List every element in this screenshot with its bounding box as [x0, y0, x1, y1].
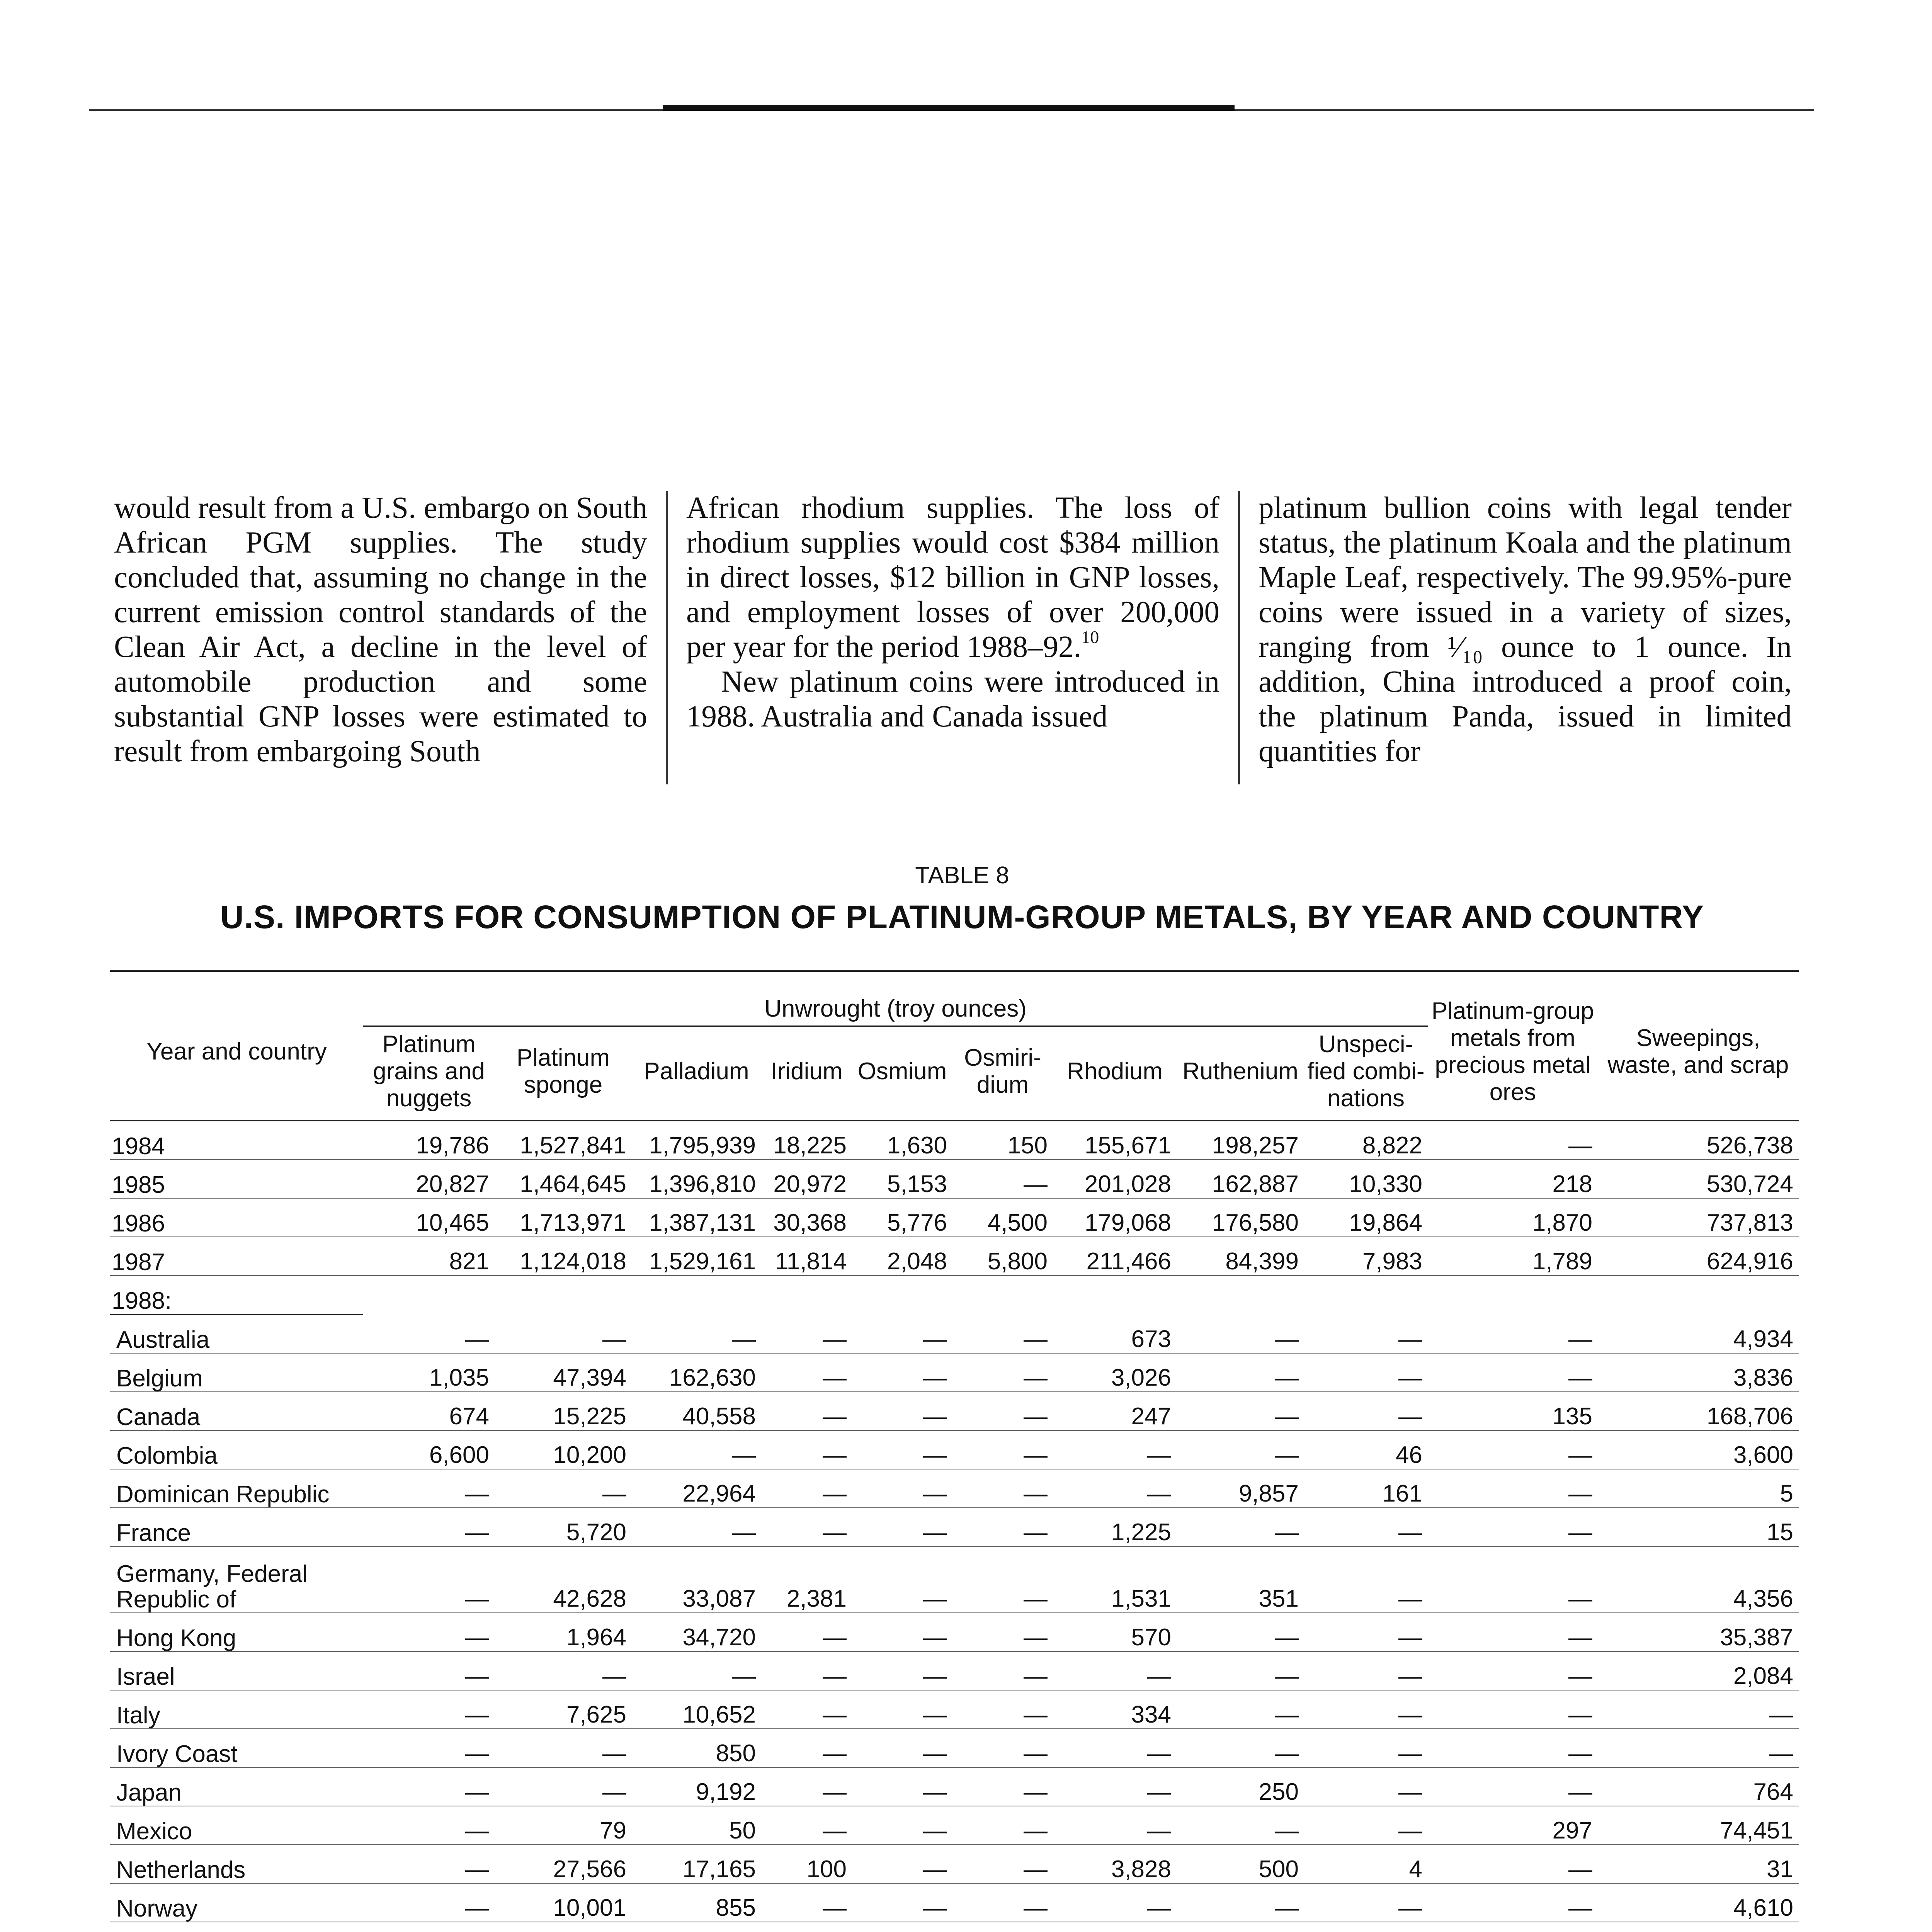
table-cell: 4,934: [1598, 1315, 1799, 1354]
table-cell: 1,630: [852, 1121, 952, 1160]
table-cell: —: [852, 1469, 952, 1508]
table-row: [110, 1198, 1799, 1237]
table-cell: 8,822: [1304, 1121, 1428, 1160]
table-cell: —: [1177, 1651, 1304, 1690]
table-cell: —: [1304, 1508, 1428, 1546]
table-cell: 35,387: [1598, 1613, 1799, 1651]
table-cell: —: [1053, 1729, 1177, 1767]
table-cell: —: [1428, 1469, 1598, 1508]
table-cell: —: [761, 1315, 852, 1354]
table-label: TABLE 8: [915, 862, 1009, 889]
row-label: 1986: [110, 1198, 363, 1237]
table-cell: [952, 1922, 1053, 1932]
table-cell: [852, 1922, 952, 1932]
table-cell: —: [852, 1430, 952, 1469]
row-label: Japan: [110, 1767, 363, 1806]
table-cell: —: [952, 1353, 1053, 1392]
table-cell: 100: [761, 1845, 852, 1883]
table-cell: 2,084: [1598, 1651, 1799, 1690]
paragraph-text: African rhodium supplies. The loss of rhodium supplies would cost $384 million in direct losses, $12 billion in GNP losses, and employment losses of over 200,000 per year for the period 1988–92.: [686, 491, 1219, 664]
table-cell: [1428, 1922, 1598, 1932]
table-cell: 34,720: [632, 1613, 761, 1651]
table-cell: 5,800: [952, 1237, 1053, 1276]
table-cell: —: [1598, 1729, 1799, 1767]
table-cell: 10,465: [363, 1198, 495, 1237]
row-label: Dominican Republic: [110, 1469, 363, 1508]
table-cell: —: [495, 1767, 632, 1806]
table-cell: —: [1428, 1690, 1598, 1729]
table-cell: 10,200: [495, 1430, 632, 1469]
section-spacer: [363, 1276, 1799, 1315]
table-cell: —: [761, 1767, 852, 1806]
table-cell: —: [952, 1651, 1053, 1690]
table-cell: —: [363, 1315, 495, 1354]
table-cell: —: [852, 1806, 952, 1845]
table-cell: 351: [1177, 1546, 1304, 1613]
table-cell: —: [1304, 1729, 1428, 1767]
paragraph: would result from a U.S. embargo on South African PGM supplies. The study concluded that, assuming no change in the current emission control standards of the Clean Air Act, a decline in the level of automobile production and some substantial GNP losses were estimated to result from embargoing South: [114, 491, 647, 768]
table-cell: 84,399: [1177, 1237, 1304, 1276]
table-cell: 1,387,131: [632, 1198, 761, 1237]
table-row: [110, 1160, 1799, 1198]
text-column-1: [95, 491, 666, 784]
table-cell: —: [363, 1767, 495, 1806]
table-cell: —: [1177, 1353, 1304, 1392]
table-cell: —: [1177, 1508, 1304, 1546]
table-cell: —: [1177, 1806, 1304, 1845]
column-header-palladium: Palladium: [632, 1026, 761, 1121]
table-cell: 150: [952, 1121, 1053, 1160]
table-cell: —: [852, 1546, 952, 1613]
table-cell: 737,813: [1598, 1198, 1799, 1237]
table-cell: —: [761, 1430, 852, 1469]
table-cell: —: [363, 1883, 495, 1922]
text-column-3: [1238, 491, 1810, 784]
column-header-platinum-sponge: Platinum sponge: [495, 1026, 632, 1121]
row-label: Belgium: [110, 1353, 363, 1392]
table-row: [110, 1613, 1799, 1651]
table-cell: —: [1177, 1883, 1304, 1922]
table-cell: —: [852, 1651, 952, 1690]
row-label: Mexico: [110, 1806, 363, 1845]
table-cell: —: [761, 1392, 852, 1430]
table-row: [110, 1651, 1799, 1690]
table-cell: —: [852, 1845, 952, 1883]
table-cell: 250: [1177, 1767, 1304, 1806]
table-row: [110, 1729, 1799, 1767]
row-label: Hong Kong: [110, 1613, 363, 1651]
table-cell: 19,864: [1304, 1198, 1428, 1237]
table-cell: —: [1304, 1546, 1428, 1613]
row-label: Netherlands: [110, 1845, 363, 1883]
table-cell: —: [952, 1508, 1053, 1546]
table-cell: —: [761, 1469, 852, 1508]
table-cell: —: [952, 1613, 1053, 1651]
table-row: [110, 1508, 1799, 1546]
table-cell: 27,566: [495, 1845, 632, 1883]
table-cell: —: [1304, 1392, 1428, 1430]
table-cell: 161: [1304, 1469, 1428, 1508]
paragraph: New platinum coins were introduced in 1988. Australia and Canada issued: [686, 665, 1219, 733]
row-label: 1987: [110, 1237, 363, 1276]
table-cell: —: [761, 1806, 852, 1845]
table-cell: 50: [632, 1806, 761, 1845]
table-cell: —: [1177, 1430, 1304, 1469]
column-header-osmiridium: Osmiri-dium: [952, 1026, 1053, 1121]
table-cell: 218: [1428, 1160, 1598, 1198]
table-row: [110, 1121, 1799, 1160]
table-cell: [1053, 1922, 1177, 1932]
table-cell: 1,531: [1053, 1546, 1177, 1613]
table-cell: —: [1177, 1613, 1304, 1651]
column-header-year-country: Year and country: [110, 987, 363, 1121]
table-cell: 1,464,645: [495, 1160, 632, 1198]
row-label: Canada: [110, 1392, 363, 1430]
table-cell: 850: [632, 1729, 761, 1767]
table-title: U.S. IMPORTS FOR CONSUMPTION OF PLATINUM-GROUP METALS, BY YEAR AND COUNTRY: [220, 899, 1704, 935]
table-cell: 1,713,971: [495, 1198, 632, 1237]
table-row: [110, 1315, 1799, 1354]
table-cell: 1,870: [1428, 1198, 1598, 1237]
table-cell: —: [761, 1729, 852, 1767]
table-cell: —: [852, 1392, 952, 1430]
table-row: [110, 1353, 1799, 1392]
imports-table: [110, 970, 1799, 1932]
table-cell: [363, 1922, 495, 1932]
table-row: [110, 1922, 1799, 1932]
table-cell: 179,068: [1053, 1198, 1177, 1237]
table-cell: —: [852, 1690, 952, 1729]
table-cell: 31: [1598, 1845, 1799, 1883]
table-cell: —: [632, 1315, 761, 1354]
table-row: [110, 1767, 1799, 1806]
table-cell: 168,706: [1598, 1392, 1799, 1430]
table-cell: —: [1053, 1767, 1177, 1806]
table-cell: 5,153: [852, 1160, 952, 1198]
footnote-marker: 10: [1081, 627, 1099, 647]
table-cell: —: [761, 1883, 852, 1922]
table-cell: —: [761, 1353, 852, 1392]
table-cell: 1,964: [495, 1613, 632, 1651]
table-cell: [495, 1922, 632, 1932]
table-cell: 2,381: [761, 1546, 852, 1613]
table-cell: 526,738: [1598, 1121, 1799, 1160]
table-cell: 1,225: [1053, 1508, 1177, 1546]
table-cell: —: [632, 1651, 761, 1690]
table-cell: —: [1177, 1315, 1304, 1354]
table-cell: 9,192: [632, 1767, 761, 1806]
table-cell: 7,983: [1304, 1237, 1428, 1276]
table-cell: —: [363, 1806, 495, 1845]
table-cell: —: [1177, 1392, 1304, 1430]
table-cell: —: [1428, 1767, 1598, 1806]
table-cell: 162,887: [1177, 1160, 1304, 1198]
table-cell: [761, 1922, 852, 1932]
table-row: [110, 1392, 1799, 1430]
table-cell: 570: [1053, 1613, 1177, 1651]
table-cell: 1,124,018: [495, 1237, 632, 1276]
table-cell: —: [952, 1767, 1053, 1806]
table-cell: —: [495, 1729, 632, 1767]
table-cell: 673: [1053, 1315, 1177, 1354]
table-cell: 247: [1053, 1392, 1177, 1430]
table-cell: —: [1053, 1806, 1177, 1845]
table-cell: 1,035: [363, 1353, 495, 1392]
table-cell: —: [363, 1508, 495, 1546]
table-cell: —: [1053, 1430, 1177, 1469]
table-cell: 5,776: [852, 1198, 952, 1237]
row-label: France: [110, 1508, 363, 1546]
table-cell: 10,330: [1304, 1160, 1428, 1198]
table-cell: 46: [1304, 1430, 1428, 1469]
table-cell: —: [952, 1883, 1053, 1922]
table-cell: —: [1304, 1883, 1428, 1922]
paragraph: [686, 491, 1219, 665]
table-cell: —: [1428, 1613, 1598, 1651]
table-cell: 4: [1304, 1845, 1428, 1883]
row-label: Colombia: [110, 1430, 363, 1469]
table-cell: —: [761, 1690, 852, 1729]
table-cell: —: [1304, 1806, 1428, 1845]
table-cell: —: [632, 1430, 761, 1469]
table-cell: 3,600: [1598, 1430, 1799, 1469]
section-label: 1988:: [110, 1276, 363, 1315]
column-header-platinum-grains: Platinum grains and nuggets: [363, 1026, 495, 1121]
table-cell: —: [1428, 1729, 1598, 1767]
column-header-sweepings: Sweepings, waste, and scrap: [1598, 987, 1799, 1121]
table-cell: —: [1428, 1315, 1598, 1354]
table-cell: 5: [1598, 1469, 1799, 1508]
table-cell: —: [852, 1883, 952, 1922]
table-cell: 33,087: [632, 1546, 761, 1613]
table-cell: 15,225: [495, 1392, 632, 1430]
table-cell: —: [363, 1845, 495, 1883]
table-cell: 176,580: [1177, 1198, 1304, 1237]
table-body: [110, 1121, 1799, 1932]
table-cell: 155,671: [1053, 1121, 1177, 1160]
table-cell: 1,795,939: [632, 1121, 761, 1160]
section-row: [110, 1276, 1799, 1315]
table-cell: 11,814: [761, 1237, 852, 1276]
table-cell: —: [952, 1392, 1053, 1430]
table-cell: —: [952, 1546, 1053, 1613]
table-cell: 1,527,841: [495, 1121, 632, 1160]
row-label: Germany, Federal Republic of: [110, 1546, 363, 1613]
table-cell: 2,048: [852, 1237, 952, 1276]
row-label: Norway: [110, 1883, 363, 1922]
table-cell: —: [1177, 1729, 1304, 1767]
table-cell: 7,625: [495, 1690, 632, 1729]
table-row: [110, 1237, 1799, 1276]
table-cell: 3,828: [1053, 1845, 1177, 1883]
table-cell: 17,165: [632, 1845, 761, 1883]
body-text-columns: [95, 491, 1810, 784]
table-cell: 47,394: [495, 1353, 632, 1392]
table-cell: 20,972: [761, 1160, 852, 1198]
table-cell: —: [1598, 1690, 1799, 1729]
table-cell: —: [761, 1651, 852, 1690]
table-cell: —: [761, 1508, 852, 1546]
table-cell: 5,720: [495, 1508, 632, 1546]
table-cell: 10,001: [495, 1883, 632, 1922]
table-cell: —: [1428, 1883, 1598, 1922]
row-label: Ivory Coast: [110, 1729, 363, 1767]
text-column-2: [666, 491, 1238, 784]
table-cell: 19,786: [363, 1121, 495, 1160]
table-cell: 3,026: [1053, 1353, 1177, 1392]
column-header-osmium: Osmium: [852, 1026, 952, 1121]
table-cell: —: [952, 1690, 1053, 1729]
table-cell: 30,368: [761, 1198, 852, 1237]
table-cell: —: [952, 1729, 1053, 1767]
table-cell: —: [852, 1613, 952, 1651]
table-cell: 297: [1428, 1806, 1598, 1845]
table-cell: —: [1177, 1690, 1304, 1729]
table-row: [110, 1883, 1799, 1922]
table-cell: —: [1053, 1651, 1177, 1690]
table-cell: —: [1428, 1845, 1598, 1883]
table-cell: 674: [363, 1392, 495, 1430]
table-cell: —: [363, 1651, 495, 1690]
table-cell: 18,225: [761, 1121, 852, 1160]
row-label: Israel: [110, 1651, 363, 1690]
table-cell: —: [363, 1469, 495, 1508]
table-row: [110, 1430, 1799, 1469]
table-cell: —: [952, 1160, 1053, 1198]
table-cell: 135: [1428, 1392, 1598, 1430]
table-cell: 40,558: [632, 1392, 761, 1430]
table-cell: —: [952, 1845, 1053, 1883]
table-cell: —: [1428, 1430, 1598, 1469]
table-cell: —: [1428, 1508, 1598, 1546]
table-cell: 1,789: [1428, 1237, 1598, 1276]
paragraph: platinum bullion coins with legal tender status, the platinum Koala and the platinum Maple Leaf, respectively. The 99.95%-pure coins were issued in a variety of sizes, ranging from ¹⁄₁₀ ounce to 1 ounce. In addition, China introduced a proof coin, the platinum Panda, issued in limited quantities for: [1259, 491, 1792, 768]
table-cell: —: [363, 1729, 495, 1767]
table-cell: —: [1428, 1546, 1598, 1613]
table-cell: 500: [1177, 1845, 1304, 1883]
table-cell: —: [952, 1430, 1053, 1469]
table-row: [110, 1806, 1799, 1845]
table-row: [110, 1845, 1799, 1883]
table-cell: —: [761, 1613, 852, 1651]
table-cell: 79: [495, 1806, 632, 1845]
column-header-iridium: Iridium: [761, 1026, 852, 1121]
table-cell: —: [1428, 1353, 1598, 1392]
table-cell: —: [852, 1315, 952, 1354]
table-cell: —: [952, 1315, 1053, 1354]
group-header-unwrought: Unwrought (troy ounces): [363, 987, 1428, 1026]
table-cell: 22,964: [632, 1469, 761, 1508]
table-cell: [632, 1922, 761, 1932]
table-cell: —: [363, 1690, 495, 1729]
table-cell: 42,628: [495, 1546, 632, 1613]
table-cell: —: [1428, 1121, 1598, 1160]
column-header-pgm-from-ores: Platinum-group metals from precious metal ores: [1428, 987, 1598, 1121]
table-cell: —: [1304, 1651, 1428, 1690]
table-cell: 4,610: [1598, 1883, 1799, 1922]
table-cell: —: [495, 1651, 632, 1690]
table-cell: —: [852, 1508, 952, 1546]
table-cell: 530,724: [1598, 1160, 1799, 1198]
table-cell: 9,857: [1177, 1469, 1304, 1508]
table-cell: —: [1304, 1767, 1428, 1806]
table-cell: —: [952, 1469, 1053, 1508]
table-cell: 162,630: [632, 1353, 761, 1392]
table-cell: 821: [363, 1237, 495, 1276]
table-cell: —: [1428, 1651, 1598, 1690]
table-cell: 764: [1598, 1767, 1799, 1806]
table-cell: —: [1053, 1469, 1177, 1508]
row-label: Australia: [110, 1315, 363, 1354]
table-row: [110, 1469, 1799, 1508]
table-cell: —: [952, 1806, 1053, 1845]
table-cell: —: [495, 1315, 632, 1354]
table-cell: 74,451: [1598, 1806, 1799, 1845]
table-cell: 20,827: [363, 1160, 495, 1198]
table-cell: 198,257: [1177, 1121, 1304, 1160]
table-cell: 10,652: [632, 1690, 761, 1729]
table-row: [110, 1546, 1799, 1613]
table-cell: 1,529,161: [632, 1237, 761, 1276]
column-header-unspecified: Unspeci-fied combi-nations: [1304, 1026, 1428, 1121]
row-label: [110, 1922, 363, 1932]
table-cell: 3,836: [1598, 1353, 1799, 1392]
table-cell: —: [363, 1613, 495, 1651]
table-cell: —: [363, 1546, 495, 1613]
table-cell: 855: [632, 1883, 761, 1922]
table-cell: —: [1053, 1883, 1177, 1922]
table-cell: 4,500: [952, 1198, 1053, 1237]
table-cell: —: [852, 1767, 952, 1806]
table-cell: —: [1304, 1613, 1428, 1651]
table-row: [110, 1690, 1799, 1729]
table-cell: —: [1304, 1690, 1428, 1729]
table-cell: —: [852, 1729, 952, 1767]
table-cell: —: [852, 1353, 952, 1392]
table-cell: 4,356: [1598, 1546, 1799, 1613]
table-cell: 15: [1598, 1508, 1799, 1546]
table-cell: 211,466: [1053, 1237, 1177, 1276]
table-cell: —: [632, 1508, 761, 1546]
table-cell: 6,600: [363, 1430, 495, 1469]
table-cell: [1177, 1922, 1304, 1932]
row-label: Italy: [110, 1690, 363, 1729]
table-cell: [1304, 1922, 1428, 1932]
row-label: 1985: [110, 1160, 363, 1198]
header-rule-bold: [663, 105, 1235, 111]
table-cell: 1,396,810: [632, 1160, 761, 1198]
table-cell: 334: [1053, 1690, 1177, 1729]
column-header-ruthenium: Ruthenium: [1177, 1026, 1304, 1121]
table-cell: [1598, 1922, 1799, 1932]
table-cell: —: [495, 1469, 632, 1508]
table-cell: 201,028: [1053, 1160, 1177, 1198]
table-cell: —: [1304, 1315, 1428, 1354]
row-label: 1984: [110, 1121, 363, 1160]
table-cell: 624,916: [1598, 1237, 1799, 1276]
column-header-rhodium: Rhodium: [1053, 1026, 1177, 1121]
table-cell: —: [1304, 1353, 1428, 1392]
